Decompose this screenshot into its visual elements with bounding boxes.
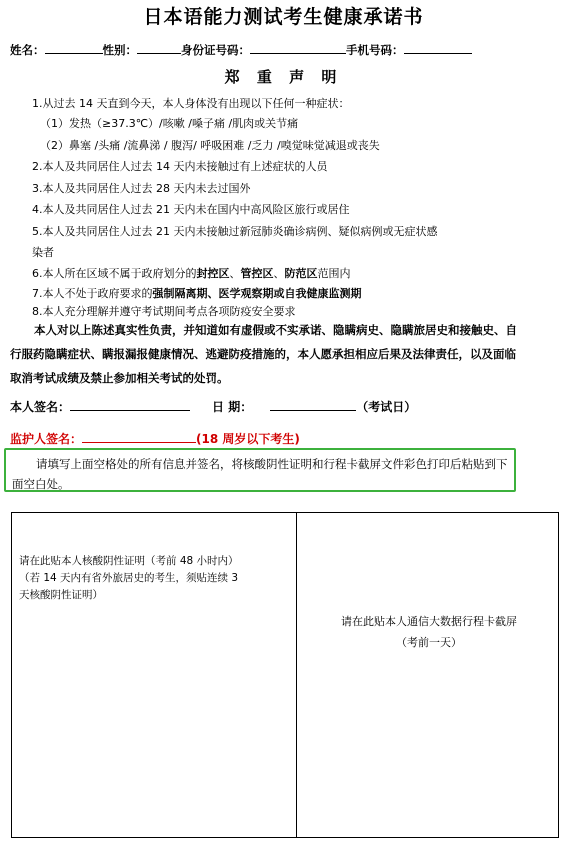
- quarantine-periods: 强制隔离期、医学观察期或自我健康监测期: [152, 287, 362, 300]
- instruction-text: 请填写上面空格处的所有信息并签名，将核酸阴性证明和行程卡截屏文件彩色打印后粘贴到下面空白处。: [12, 457, 508, 491]
- instruction-notice: [4, 448, 516, 492]
- prevention-area: 防范区: [284, 267, 318, 280]
- item-3: 3.本人及共同居住人过去 28 天内未去过国外: [32, 182, 251, 195]
- phone-label: 手机号码：: [346, 43, 404, 57]
- item-6: 6.本人所在区域不属于政府划分的封控区、管控区、防范区范围内: [32, 267, 351, 280]
- item-7: 7.本人不处于政府要求的强制隔离期、医学观察期或自我健康监测期: [32, 287, 362, 300]
- name-blank[interactable]: [45, 42, 103, 54]
- gender-blank[interactable]: [137, 42, 181, 54]
- item-8: 8.本人充分理解并遵守考试期间考点各项防疫安全要求: [32, 305, 296, 318]
- commitment-paragraph: 本人对以上陈述真实性负责，并知道如有虚假或不实承诺、隐瞒病史、隐瞒旅居史和接触史、自行服药隐瞒症状、瞒报漏报健康情况、逃避防疫措施的，本人愿承担相应后果及法律责任，以及面临取消考试成绩及禁止参加相关考试的处罚。: [10, 323, 517, 385]
- guardian-label: 监护人签名：: [10, 432, 83, 446]
- travel-card-box[interactable]: 请在此贴本人通信大数据行程卡截屏 （考前一天）: [341, 615, 517, 649]
- id-label: 身份证号码：: [181, 43, 250, 57]
- attachment-area: [11, 512, 559, 838]
- date-blank[interactable]: [270, 398, 356, 411]
- gender-label: 性别：: [102, 43, 137, 57]
- guardian-signature-row: [10, 430, 300, 447]
- item-1-sub-1: （1）发热（≥37.3℃）/咳嗽 /嗓子痛 /肌肉或关节痛: [40, 117, 299, 130]
- name-label: 姓名：: [10, 43, 45, 57]
- item-4: 4.本人及共同居住人过去 21 天内未在国内中高风险区旅行或居住: [32, 203, 350, 216]
- signature-blank[interactable]: [70, 398, 190, 411]
- id-blank[interactable]: [250, 42, 346, 54]
- personal-info-row: [10, 42, 472, 58]
- nucleic-acid-box[interactable]: 请在此贴本人核酸阴性证明（考前 48 小时内） （若 14 天内有省外旅居史的考生，须贴连续 3 天核酸阴性证明）: [19, 555, 239, 601]
- controlled-area: 管控区: [240, 267, 274, 280]
- attachment-divider: [296, 513, 297, 837]
- document-title: 日本语能力测试考生健康承诺书: [143, 6, 424, 28]
- item-1: 1.从过去 14 天直到今天，本人身体没有出现以下任何一种症状：: [32, 97, 350, 110]
- declaration-heading: 郑 重 声 明: [224, 68, 343, 86]
- date-label: 日 期：: [212, 400, 253, 414]
- item-2: 2.本人及共同居住人过去 14 天内未接触过有上述症状的人员: [32, 160, 328, 173]
- signature-row: [10, 398, 416, 415]
- guardian-note: (18 周岁以下考生): [196, 432, 300, 446]
- item-5: 5.本人及共同居住人过去 21 天内未接触过新冠肺炎确诊病例、疑似病例或无症状感: [32, 225, 438, 238]
- item-5-continued: 染者: [32, 246, 54, 259]
- signature-label: 本人签名：: [10, 400, 71, 414]
- date-note: （考试日）: [356, 400, 417, 414]
- item-1-sub-2: （2）鼻塞 /头痛 /流鼻涕 / 腹泻/ 呼吸困难 /乏力 /嗅觉味觉减退或丧失: [40, 139, 380, 152]
- closed-area: 封控区: [196, 267, 230, 280]
- guardian-blank[interactable]: [82, 430, 196, 443]
- phone-blank[interactable]: [404, 42, 472, 54]
